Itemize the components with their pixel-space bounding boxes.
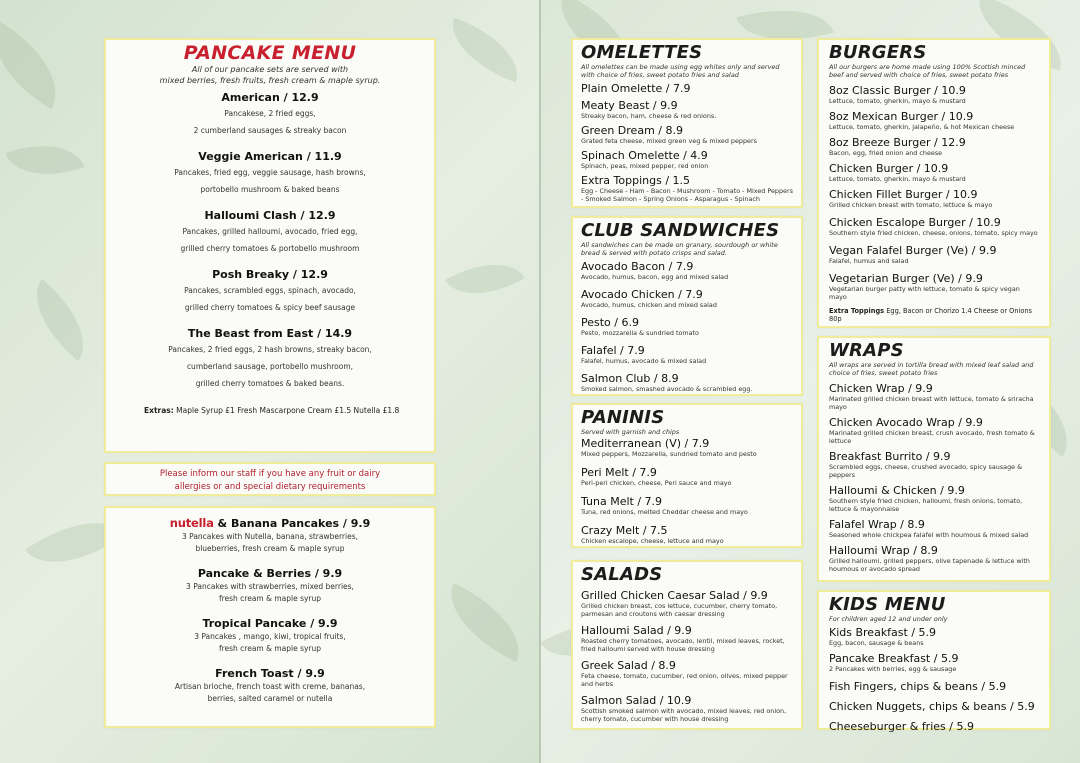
- menu-item-desc: berries, salted caramel or nutella: [207, 694, 333, 703]
- menu-item-name: Falafel Wrap / 8.9: [829, 518, 925, 531]
- menu-item-desc: Grated feta cheese, mixed green veg & mixed peppers: [581, 137, 757, 145]
- menu-item: [581, 260, 793, 281]
- menu-item-desc: Falafel, humus, avocado & mixed salad: [581, 357, 707, 365]
- allergy-notice-line: allergies or and special dietary requirements: [174, 482, 366, 492]
- menu-item-name: Cheeseburger & fries / 5.9: [829, 720, 974, 733]
- menu-item-desc: Avocado, humus, bacon, egg and mixed salad: [581, 273, 729, 281]
- menu-item-desc: fresh cream & maple syrup: [218, 594, 322, 603]
- menu-item-desc: fresh cream & maple syrup: [218, 644, 322, 653]
- menu-item: [581, 344, 793, 365]
- menu-item-desc: cumberland sausage, portobello mushroom,: [186, 362, 354, 371]
- menu-item-desc: Marinated grilled chicken breast, crush avocado, fresh tomato & lettuce: [829, 429, 1035, 445]
- nutella-logo: nutella: [169, 516, 214, 530]
- menu-item: [829, 680, 1039, 693]
- menu-item-name: Peri Melt / 7.9: [581, 466, 657, 479]
- menu-item-name: Chicken Fillet Burger / 10.9: [829, 188, 978, 201]
- menu-item: [829, 382, 1039, 411]
- menu-item: [581, 124, 793, 145]
- menu-item-desc: grilled cherry tomatoes & portobello mushroom: [180, 244, 360, 253]
- pancake-menu-panel: [104, 38, 436, 453]
- extras-line: [144, 406, 434, 415]
- menu-item-name: Avocado Bacon / 7.9: [581, 260, 694, 273]
- menu-item-desc: Pancakes, scrambled eggs, spinach, avocado,: [184, 286, 356, 295]
- menu-item: [829, 216, 1039, 237]
- section-subtitle: All sandwiches can be made on granary, sourdough or white bread & served with potato crisps and salad.: [581, 241, 778, 257]
- menu-item: [829, 136, 1039, 157]
- menu-item-desc: 2 Pancakes with berries, egg & sausage: [829, 665, 957, 673]
- menu-item: [829, 244, 1039, 265]
- menu-item-desc: Tuna, red onions, melted Cheddar cheese and mayo: [581, 508, 748, 516]
- section-title: SALADS: [581, 564, 663, 585]
- menu-item-desc: 3 Pancakes with strawberries, mixed berries,: [186, 582, 354, 591]
- menu-item-name: Chicken Nuggets, chips & beans / 5.9: [829, 700, 1035, 713]
- menu-item: [106, 666, 434, 705]
- menu-item-desc: 3 Pancakes , mango, kiwi, tropical fruits,: [194, 632, 346, 641]
- menu-item-name: Greek Salad / 8.9: [581, 659, 676, 672]
- menu-item-desc: Pesto, mozzarella & sundried tomato: [581, 329, 699, 337]
- menu-item: [829, 110, 1039, 131]
- menu-item-desc: blueberries, fresh cream & maple syrup: [195, 544, 345, 553]
- menu-item: [829, 162, 1039, 183]
- menu-item-name: Grilled Chicken Caesar Salad / 9.9: [581, 589, 768, 602]
- menu-item-desc: Scottish smoked salmon with avocado, mixed leaves, red onion, cherry tomato, cucumber with house dressing: [581, 707, 787, 723]
- extra-toppings-label: Extra Toppings: [829, 307, 885, 315]
- menu-item-desc: Avocado, humus, chicken and mixed salad: [581, 301, 717, 309]
- menu-item-name: Spinach Omelette / 4.9: [581, 149, 708, 162]
- section-subtitle: All omelettes can be made using egg whites only and served with choice of fries, sweet potato fries and salad: [581, 63, 780, 79]
- menu-item-name: Tuna Melt / 7.9: [581, 495, 663, 508]
- menu-item-desc: Lettuce, tomato, gherkin, mayo & mustard: [829, 97, 966, 105]
- menu-item-desc: Scrambled eggs, cheese, crushed avocado, spicy sausage & peppers: [829, 463, 1023, 479]
- menu-item-desc: Chicken escalope, cheese, lettuce and mayo: [581, 537, 724, 545]
- omelettes-panel: [571, 38, 803, 208]
- menu-item-name: Halloumi Salad / 9.9: [581, 624, 692, 637]
- menu-item-name: Veggie American / 11.9: [198, 150, 342, 163]
- section-subtitle: Served with garnish and chips: [581, 428, 680, 436]
- extras-label: Extras:: [144, 406, 174, 415]
- menu-item: [106, 267, 434, 316]
- menu-item-desc: 3 Pancakes with Nutella, banana, strawberries,: [181, 532, 359, 541]
- allergy-notice-panel: [104, 462, 436, 496]
- menu-item-desc: Pancakes, grilled halloumi, avocado, fried egg,: [182, 227, 358, 236]
- wraps-panel: [817, 336, 1051, 582]
- kids-menu-panel: [817, 590, 1051, 733]
- menu-item-desc: Mixed peppers, Mozzarella, sundried tomato and pesto: [581, 450, 757, 458]
- menu-item: [829, 188, 1039, 209]
- club-sandwiches-panel: [571, 216, 803, 396]
- menu-item: [581, 316, 793, 337]
- menu-item-desc: Grilled halloumi, grilled peppers, olive tapenade & lettuce with houmous or avocado spread: [829, 557, 1030, 573]
- menu-item: [829, 518, 1039, 539]
- menu-item: [829, 700, 1039, 713]
- section-subtitle: All wraps are served in tortilla bread with mixed leaf salad and choice of fries, sweet potato fries: [829, 361, 1034, 377]
- menu-item-desc: Marinated grilled chicken breast with lettuce, tomato & sriracha mayo: [829, 395, 1034, 411]
- menu-item-desc: Smoked salmon, smashed avocado & scrambled egg.: [581, 385, 753, 393]
- menu-item-desc: Seasoned whole chickpea falafel with houmous & mixed salad: [829, 531, 1029, 539]
- menu-item: [829, 720, 1039, 733]
- menu-item-name: Plain Omelette / 7.9: [581, 82, 691, 95]
- menu-item-name: Pesto / 6.9: [581, 316, 639, 329]
- menu-item: [581, 694, 793, 723]
- menu-item: [581, 174, 793, 203]
- menu-item-desc: Lettuce, tomato, gherkin, mayo & mustard: [829, 175, 966, 183]
- menu-item: [106, 208, 434, 257]
- menu-item-name: 8oz Classic Burger / 10.9: [829, 84, 966, 97]
- pancake-menu-subtitle: mixed berries, fresh fruits, fresh cream & maple syrup.: [159, 76, 381, 85]
- menu-item: [106, 90, 434, 139]
- menu-item: [581, 624, 793, 653]
- menu-item-desc: Southern style fried chicken, halloumi, fresh onions, tomato, lettuce & mayonnaise: [829, 497, 1023, 513]
- menu-item-desc: grilled cherry tomatoes & baked beans.: [195, 379, 345, 388]
- menu-item: [106, 149, 434, 198]
- menu-item: [581, 466, 793, 487]
- menu-item-name: Halloumi Wrap / 8.9: [829, 544, 938, 557]
- menu-item-name: Extra Toppings / 1.5: [581, 174, 691, 187]
- paninis-panel: [571, 403, 803, 548]
- menu-item-name: Halloumi & Chicken / 9.9: [829, 484, 965, 497]
- menu-item: [581, 288, 793, 309]
- menu-item-name: Breakfast Burrito / 9.9: [829, 450, 951, 463]
- salads-panel: [571, 560, 803, 730]
- page-spine: [539, 0, 541, 763]
- menu-item: [829, 416, 1039, 445]
- menu-item-desc: Egg, bacon, sausage & beans: [829, 639, 924, 647]
- menu-item-name: Salmon Salad / 10.9: [581, 694, 692, 707]
- menu-item-name: Chicken Avocado Wrap / 9.9: [829, 416, 983, 429]
- menu-item-name: The Beast from East / 14.9: [187, 327, 353, 340]
- menu-item-desc: Pancakese, 2 fried eggs,: [224, 109, 316, 118]
- section-title: PANINIS: [581, 407, 665, 428]
- menu-item: [106, 516, 434, 555]
- pancake-menu-subtitle: All of our pancake sets are served with: [191, 65, 349, 74]
- section-subtitle: All our burgers are home made using 100% Scottish minced beef and served with choice of fries, sweet potato fries: [829, 63, 1026, 79]
- menu-item: [581, 495, 793, 516]
- menu-item: [581, 659, 793, 688]
- menu-item-name: Chicken Burger / 10.9: [829, 162, 949, 175]
- menu-item-desc: Falafel, humus and salad: [829, 257, 909, 265]
- menu-item-name: Vegan Falafel Burger (Ve) / 9.9: [829, 244, 997, 257]
- menu-item-name: Avocado Chicken / 7.9: [581, 288, 703, 301]
- menu-item: [581, 372, 793, 393]
- menu-item-name: Kids Breakfast / 5.9: [829, 626, 937, 639]
- menu-item-name: Tropical Pancake / 9.9: [202, 617, 338, 630]
- menu-item: [581, 437, 793, 458]
- menu-item-desc: Bacon, egg, fried onion and cheese: [829, 149, 943, 157]
- menu-item: [829, 626, 1039, 647]
- menu-item: [581, 149, 793, 170]
- menu-item-desc: grilled cherry tomatoes & spicy beef sausage: [184, 303, 356, 312]
- menu-item-name: 8oz Mexican Burger / 10.9: [829, 110, 974, 123]
- menu-item: [829, 450, 1039, 479]
- menu-item-desc: Artisan brioche, french toast with creme, bananas,: [174, 682, 366, 691]
- menu-item-name: Chicken Wrap / 9.9: [829, 382, 933, 395]
- menu-item-desc: portobello mushroom & baked beans: [200, 185, 340, 194]
- section-title: WRAPS: [829, 340, 904, 361]
- menu-item-name: & Banana Pancakes / 9.9: [217, 517, 371, 530]
- menu-item-name: Meaty Beast / 9.9: [581, 99, 678, 112]
- menu-item: [581, 524, 793, 545]
- menu-item-name: American / 12.9: [221, 91, 319, 104]
- menu-item-name: Salmon Club / 8.9: [581, 372, 679, 385]
- menu-item: [106, 566, 434, 605]
- allergy-notice-line: Please inform our staff if you have any fruit or dairy: [159, 469, 381, 479]
- menu-item-desc: Lettuce, tomato, gherkin, jalapeño, & hot Mexican cheese: [829, 123, 1015, 131]
- menu-item-name: Halloumi Clash / 12.9: [204, 209, 336, 222]
- menu-item-desc: Streaky bacon, ham, cheese & red onions.: [581, 112, 717, 120]
- extras-text: Maple Syrup £1 Fresh Mascarpone Cream £1.5 Nutella £1.8: [176, 406, 400, 415]
- section-title: KIDS MENU: [829, 594, 946, 615]
- menu-item: [829, 272, 1039, 301]
- menu-item-desc: Peri-peri chicken, cheese, Peri sauce and mayo: [581, 479, 732, 487]
- menu-item-desc: 2 cumberland sausages & streaky bacon: [193, 126, 347, 135]
- menu-item-name: Pancake & Berries / 9.9: [197, 567, 343, 580]
- menu-item: [829, 84, 1039, 105]
- menu-item-desc: Southern style fried chicken, cheese, onions, tomato, spicy mayo: [829, 229, 1038, 237]
- menu-item-name: Falafel / 7.9: [581, 344, 645, 357]
- menu-item-name: Vegetarian Burger (Ve) / 9.9: [829, 272, 983, 285]
- menu-item-desc: Pancakes, fried egg, veggie sausage, hash browns,: [174, 168, 366, 177]
- menu-item-desc: Vegetarian burger patty with lettuce, tomato & spicy vegan mayo: [829, 285, 1020, 301]
- menu-item-name: Green Dream / 8.9: [581, 124, 683, 137]
- menu-item: [829, 544, 1039, 573]
- menu-item-desc: Roasted cherry tomatoes, avocado, lentil, mixed leaves, rocket, fried halloumi served with house dressing: [581, 637, 785, 653]
- menu-item-desc: Spinach, peas, mixed pepper, red onion: [581, 162, 709, 170]
- pancake-menu-title: PANCAKE MENU: [183, 42, 357, 64]
- menu-item-name: 8oz Breeze Burger / 12.9: [829, 136, 966, 149]
- burgers-panel: [817, 38, 1051, 328]
- menu-item: [829, 652, 1039, 673]
- menu-item-name: Fish Fingers, chips & beans / 5.9: [829, 680, 1007, 693]
- section-title: CLUB SANDWICHES: [581, 220, 780, 241]
- menu-item: [581, 99, 793, 120]
- menu-item-name: French Toast / 9.9: [215, 667, 325, 680]
- menu-item: [581, 82, 793, 95]
- menu-item: [106, 326, 434, 392]
- menu-item-name: Pancake Breakfast / 5.9: [829, 652, 959, 665]
- menu-item-name: Posh Breaky / 12.9: [212, 268, 328, 281]
- menu-item-desc: Feta cheese, tomato, cucumber, red onion, olives, mixed pepper and herbs: [581, 672, 788, 688]
- menu-item-desc: Grilled chicken breast, cos lettuce, cucumber, cherry tomato, parmesan and croutons with caesar dressing: [581, 602, 778, 618]
- menu-item: [829, 484, 1039, 513]
- menu-item-name: Mediterranean (V) / 7.9: [581, 437, 710, 450]
- menu-item-desc: Grilled chicken breast with tomato, lettuce & mayo: [829, 201, 993, 209]
- menu-item: [106, 616, 434, 655]
- menu-item-name: Crazy Melt / 7.5: [581, 524, 668, 537]
- menu-item-desc: Egg - Cheese - Ham - Bacon - Mushroom - Tomato - Mixed Peppers - Smoked Salmon - Spring Onions - Asparagus - Spinach: [581, 187, 793, 203]
- allergy-notice: [106, 464, 434, 494]
- sweet-pancakes-panel: [104, 506, 436, 728]
- menu-item: [581, 589, 793, 618]
- section-subtitle: For children aged 12 and under only: [829, 615, 948, 623]
- section-title: OMELETTES: [581, 42, 703, 63]
- menu-item-name: Chicken Escalope Burger / 10.9: [829, 216, 1001, 229]
- menu-item-desc: Pancakes, 2 fried eggs, 2 hash browns, streaky bacon,: [168, 345, 372, 354]
- extra-toppings-text: Egg, Bacon or Chorizo 1.4 Cheese or Onions 80p: [829, 307, 1032, 323]
- extra-toppings-line: [829, 307, 1039, 323]
- section-title: BURGERS: [829, 42, 927, 63]
